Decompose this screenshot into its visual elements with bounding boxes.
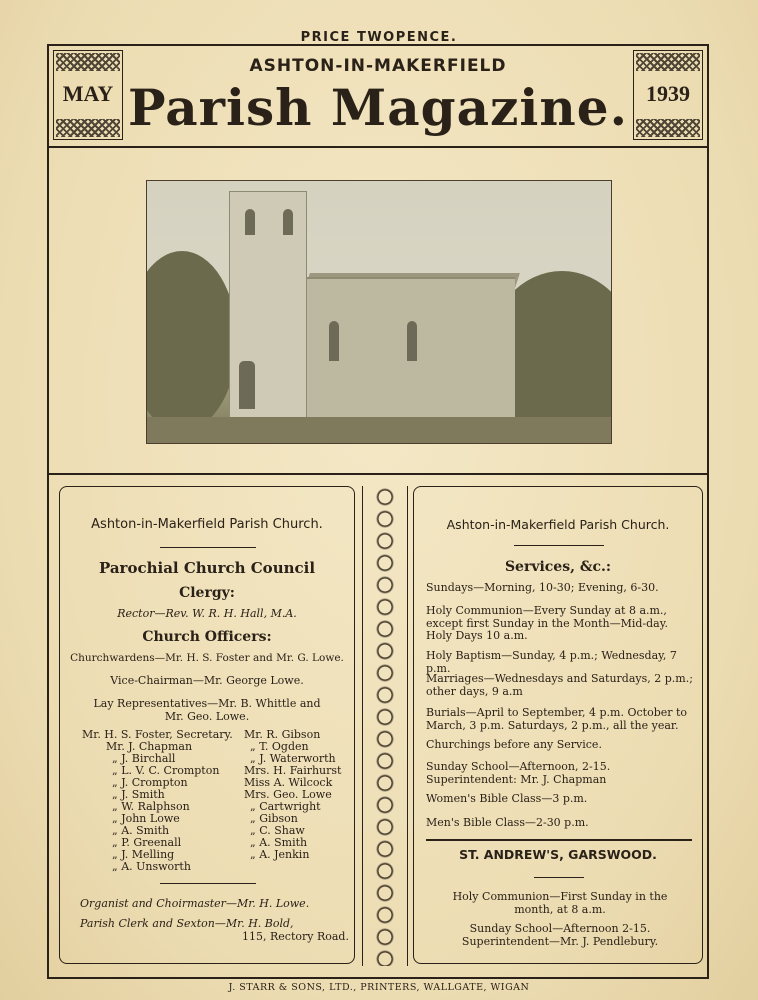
section-divider xyxy=(47,473,709,475)
left-column xyxy=(59,486,355,964)
ornament-icon xyxy=(636,119,700,137)
ornamental-chain-border xyxy=(362,486,408,966)
member-name: „ Cartwright xyxy=(250,800,321,813)
officers-heading: Church Officers: xyxy=(142,629,272,645)
ornament-icon xyxy=(636,53,700,71)
garswood-communion: Holy Communion—First Sunday in the month, at 8 a.m. xyxy=(452,890,668,916)
month-label: MAY xyxy=(62,81,114,106)
section-rule xyxy=(426,839,692,841)
churchwardens-line: Churchwardens—Mr. H. S. Foster and Mr. G. Lowe. xyxy=(70,652,344,664)
churchyard xyxy=(147,417,611,443)
right-heading: Ashton-in-Makerfield Parish Church. xyxy=(446,517,670,532)
garswood-sunday-school: Sunday School—Afternoon 2-15. Superintendent—Mr. J. Pendlebury. xyxy=(461,922,659,948)
lay-reps-line-2: Mr. Geo. Lowe. xyxy=(164,710,250,723)
member-name: Mrs. Geo. Lowe xyxy=(244,788,332,801)
lay-reps-line: Lay Representatives—Mr. B. Whittle and xyxy=(93,697,321,710)
price-line: PRICE TWOPENCE. xyxy=(300,30,458,45)
member-name: Mr. J. Chapman xyxy=(106,740,193,753)
service-item: Sunday School—Afternoon, 2-15. Superintendent: Mr. J. Chapman xyxy=(426,760,611,786)
service-item: Marriages—Wednesdays and Saturdays, 2 p.m.; other days, 9 a.m xyxy=(426,672,693,698)
nave-window xyxy=(329,321,339,361)
service-item: Burials—April to September, 4 p.m. October to March, 3 p.m. Saturdays, 2 p.m., all the year. xyxy=(426,706,688,732)
divider-rule xyxy=(514,545,604,546)
member-name: „ Gibson xyxy=(250,812,298,825)
st-andrews-heading: ST. ANDREW'S, GARSWOOD. xyxy=(459,847,657,862)
clerk-address: 115, Rectory Road. xyxy=(242,930,349,943)
year-box xyxy=(633,50,703,140)
divider-rule xyxy=(534,877,584,878)
clerk-line: Parish Clerk and Sexton—Mr. H. Bold, xyxy=(80,917,294,930)
member-name: „ A. Jenkin xyxy=(250,848,310,861)
member-name: „ A. Smith xyxy=(250,836,308,849)
member-name: Miss A. Wilcock xyxy=(244,776,333,789)
member-name: „ John Lowe xyxy=(112,812,180,825)
service-item: Holy Baptism—Sunday, 4 p.m.; Wednesday, 7 p.m. xyxy=(426,649,677,675)
member-name: „ A. Unsworth xyxy=(112,860,191,873)
member-name: „ J. Crompton xyxy=(112,776,188,789)
member-name: „ J. Smith xyxy=(112,788,165,801)
vice-chairman-line: Vice-Chairman—Mr. George Lowe. xyxy=(110,674,304,687)
member-name: „ J. Birchall xyxy=(112,752,176,765)
nave-window xyxy=(407,321,417,361)
service-item: Holy Communion—Every Sunday at 8 a.m., except first Sunday in the Month—Mid-day. Holy Days 10 a.m. xyxy=(426,604,668,642)
tower-window xyxy=(283,209,293,235)
divider-rule xyxy=(160,547,256,548)
church-door xyxy=(239,361,255,409)
member-name: „ J. Melling xyxy=(112,848,175,861)
masthead xyxy=(47,44,709,148)
rector-line: Rector—Rev. W. R. H. Hall, M.A. xyxy=(117,607,297,620)
member-name: Mrs. H. Fairhurst xyxy=(244,764,342,777)
left-heading: Ashton-in-Makerfield Parish Church. xyxy=(91,517,323,532)
services-heading: Services, &c.: xyxy=(504,559,612,575)
service-item: Churchings before any Service. xyxy=(426,738,602,751)
service-item: Men's Bible Class—2-30 p.m. xyxy=(426,816,589,829)
magazine-title: Parish Magazine. xyxy=(128,78,628,137)
service-item: Sundays—Morning, 10-30; Evening, 6-30. xyxy=(426,581,659,594)
member-name: Mr. R. Gibson xyxy=(244,728,321,741)
church-photograph xyxy=(146,180,612,444)
member-name: Mr. H. S. Foster, Secretary. xyxy=(82,728,233,741)
member-name: „ P. Greenall xyxy=(112,836,182,849)
member-name: „ C. Shaw xyxy=(250,824,305,837)
year-label: 1939 xyxy=(646,81,690,106)
organist-line: Organist and Choirmaster—Mr. H. Lowe. xyxy=(80,897,310,910)
tree-left xyxy=(146,251,237,431)
member-name: „ T. Ogden xyxy=(250,740,309,753)
service-item: Women's Bible Class—3 p.m. xyxy=(426,792,588,805)
right-column xyxy=(413,486,703,964)
place-name: ASHTON-IN-MAKERFIELD xyxy=(249,56,507,76)
member-name: „ J. Waterworth xyxy=(250,752,336,765)
divider-rule xyxy=(160,883,256,884)
member-name: „ A. Smith xyxy=(112,824,170,837)
tower-window xyxy=(245,209,255,235)
clergy-heading: Clergy: xyxy=(179,585,235,601)
printer-imprint: J. STARR & SONS, LTD., PRINTERS, WALLGATE, WIGAN xyxy=(228,982,530,993)
member-name: „ W. Ralphson xyxy=(112,800,190,813)
council-heading: Parochial Church Council xyxy=(98,559,316,577)
member-name: „ L. V. C. Crompton xyxy=(112,764,220,777)
